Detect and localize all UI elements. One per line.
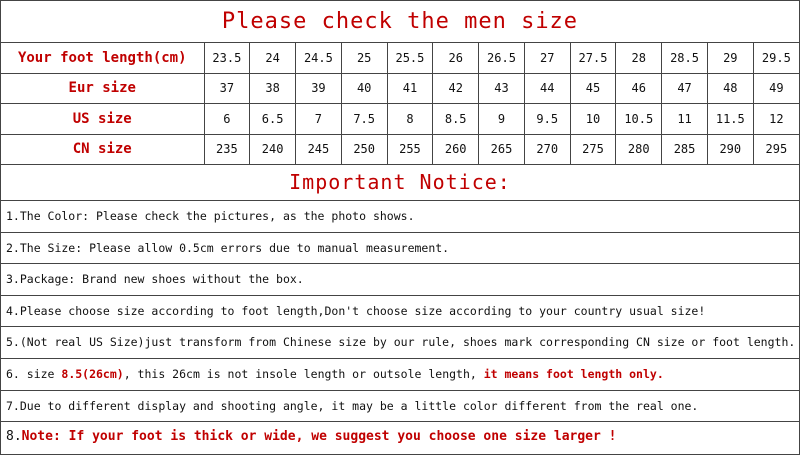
size-cell: 29 bbox=[707, 43, 753, 73]
size-cell: 8 bbox=[387, 104, 433, 135]
size-cell: 6.5 bbox=[250, 104, 296, 135]
size-cell: 43 bbox=[479, 73, 525, 104]
notice-title: Important Notice: bbox=[1, 165, 799, 201]
size-cell: 28.5 bbox=[662, 43, 708, 73]
size-cell: 37 bbox=[204, 73, 250, 104]
size-cell: 24 bbox=[250, 43, 296, 73]
size-cell: 10 bbox=[570, 104, 616, 135]
size-cell: 45 bbox=[570, 73, 616, 104]
size-cell: 29.5 bbox=[753, 43, 799, 73]
size-row-eur-size bbox=[1, 73, 799, 104]
size-cell: 9.5 bbox=[524, 104, 570, 135]
notice-item-4: 4.Please choose size according to foot length,Don't choose size according to your country usual size! bbox=[1, 296, 799, 328]
size-cell: 26.5 bbox=[479, 43, 525, 73]
size-cell: 8.5 bbox=[433, 104, 479, 135]
notice-6-middle: , this 26cm is not insole length or outsole length, bbox=[123, 366, 484, 381]
size-cell: 27 bbox=[524, 43, 570, 73]
notice-6-emphasis: it means foot length only. bbox=[483, 366, 664, 381]
size-cell: 250 bbox=[341, 134, 387, 165]
size-table bbox=[1, 43, 799, 165]
size-cell: 255 bbox=[387, 134, 433, 165]
size-row-foot-length bbox=[1, 43, 799, 73]
size-cell: 39 bbox=[296, 73, 342, 104]
notice-item-1: 1.The Color: Please check the pictures, as the photo shows. bbox=[1, 201, 799, 233]
size-cell: 285 bbox=[662, 134, 708, 165]
size-cell: 10.5 bbox=[616, 104, 662, 135]
size-cell: 290 bbox=[707, 134, 753, 165]
row-label: US size bbox=[1, 104, 204, 135]
size-cell: 12 bbox=[753, 104, 799, 135]
size-row-us-size bbox=[1, 104, 799, 135]
size-cell: 7 bbox=[296, 104, 342, 135]
size-cell: 9 bbox=[479, 104, 525, 135]
size-cell: 7.5 bbox=[341, 104, 387, 135]
size-cell: 11 bbox=[662, 104, 708, 135]
size-cell: 47 bbox=[662, 73, 708, 104]
notice-8-prefix: 8. bbox=[6, 429, 22, 445]
size-cell: 265 bbox=[479, 134, 525, 165]
row-label: Your foot length(cm) bbox=[1, 43, 204, 73]
size-cell: 275 bbox=[570, 134, 616, 165]
size-cell: 44 bbox=[524, 73, 570, 104]
size-cell: 23.5 bbox=[204, 43, 250, 73]
size-cell: 280 bbox=[616, 134, 662, 165]
size-cell: 295 bbox=[753, 134, 799, 165]
size-cell: 245 bbox=[296, 134, 342, 165]
size-cell: 235 bbox=[204, 134, 250, 165]
notice-item-7: 7.Due to different display and shooting angle, it may be a little color different from the real one. bbox=[1, 391, 799, 423]
size-cell: 40 bbox=[341, 73, 387, 104]
row-label: Eur size bbox=[1, 73, 204, 104]
size-cell: 6 bbox=[204, 104, 250, 135]
size-cell: 49 bbox=[753, 73, 799, 104]
notice-6-prefix: 6. size bbox=[6, 366, 62, 381]
size-cell: 41 bbox=[387, 73, 433, 104]
notice-6-size: 8.5(26cm) bbox=[61, 366, 124, 381]
row-label: CN size bbox=[1, 134, 204, 165]
size-cell: 28 bbox=[616, 43, 662, 73]
chart-title: Please check the men size bbox=[1, 1, 799, 43]
size-cell: 11.5 bbox=[707, 104, 753, 135]
size-cell: 46 bbox=[616, 73, 662, 104]
notice-item-6 bbox=[1, 359, 799, 391]
notice-item-3: 3.Package: Brand new shoes without the box. bbox=[1, 264, 799, 296]
notice-item-2: 2.The Size: Please allow 0.5cm errors due to manual measurement. bbox=[1, 233, 799, 265]
size-cell: 38 bbox=[250, 73, 296, 104]
size-cell: 26 bbox=[433, 43, 479, 73]
notice-item-5: 5.(Not real US Size)just transform from Chinese size by our rule, shoes mark corresponding CN size or foot length. bbox=[1, 327, 799, 359]
size-cell: 25.5 bbox=[387, 43, 433, 73]
notice-8-emphasis: Note: If your foot is thick or wide, we suggest you choose one size larger ! bbox=[21, 429, 617, 445]
size-cell: 24.5 bbox=[296, 43, 342, 73]
size-cell: 27.5 bbox=[570, 43, 616, 73]
size-cell: 42 bbox=[433, 73, 479, 104]
size-cell: 48 bbox=[707, 73, 753, 104]
size-cell: 240 bbox=[250, 134, 296, 165]
size-cell: 260 bbox=[433, 134, 479, 165]
size-cell: 270 bbox=[524, 134, 570, 165]
size-cell: 25 bbox=[341, 43, 387, 73]
size-row-cn-size bbox=[1, 134, 799, 165]
notice-item-8 bbox=[1, 422, 799, 453]
